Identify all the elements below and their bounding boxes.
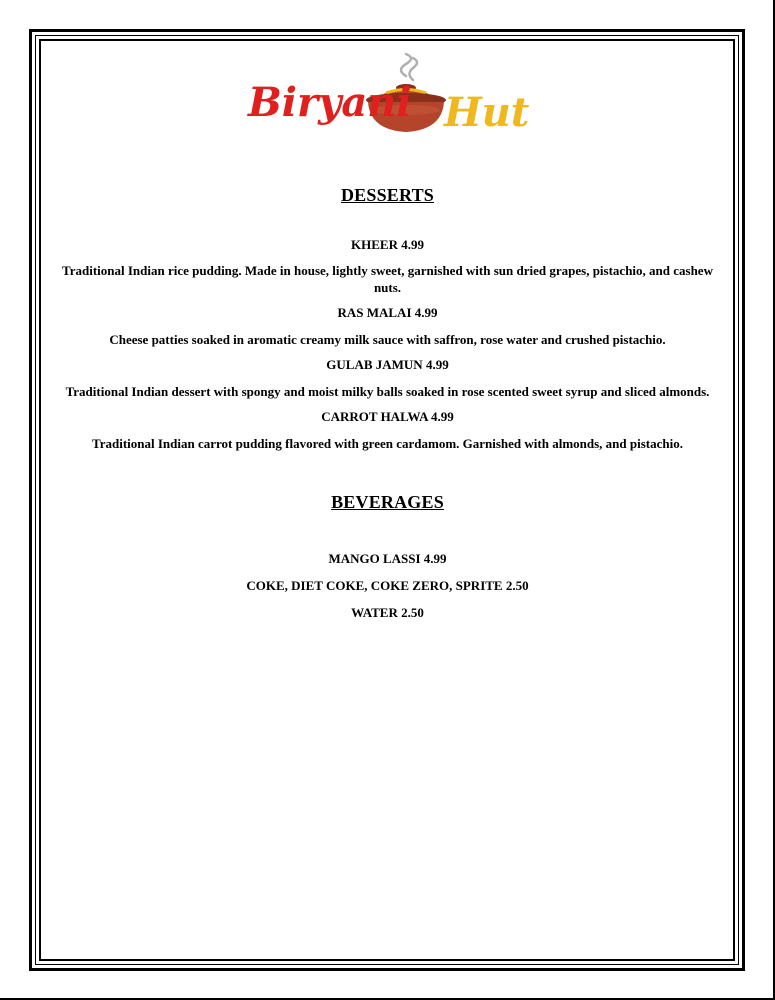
menu-item-name: CARROT HALWA 4.99 bbox=[321, 409, 454, 424]
section-title-desserts: DESSERTS bbox=[340, 185, 434, 205]
menu-item-description: Traditional Indian rice pudding. Made in house, lightly sweet, garnished with sun dried grapes, pistachio, and cashew nuts. bbox=[62, 263, 713, 295]
menu-item-description: Traditional Indian dessert with spongy and moist milky balls soaked in rose scented sweet syrup and sliced almonds. bbox=[65, 384, 710, 399]
menu-item-name: GULAB JAMUN 4.99 bbox=[326, 357, 449, 372]
menu-item-name: MANGO LASSI 4.99 bbox=[328, 551, 447, 566]
logo-word-hut: Hut bbox=[444, 89, 530, 136]
biryani-hut-logo bbox=[246, 48, 536, 138]
desserts-section bbox=[55, 185, 720, 452]
menu-item-name: COKE, DIET COKE, COKE ZERO, SPRITE 2.50 bbox=[246, 578, 529, 593]
menu-content bbox=[55, 180, 720, 621]
steam-icon bbox=[401, 54, 417, 80]
menu-item-name: KHEER 4.99 bbox=[351, 237, 424, 252]
menu-item-description: Cheese patties soaked in aromatic creamy milk sauce with saffron, rose water and crushed pistachio. bbox=[109, 332, 666, 347]
beverages-section bbox=[55, 492, 720, 621]
menu-item-name: RAS MALAI 4.99 bbox=[337, 305, 438, 320]
section-title-beverages: BEVERAGES bbox=[331, 492, 444, 512]
menu-item-description: Traditional Indian carrot pudding flavored with green cardamom. Garnished with almonds, and pistachio. bbox=[92, 436, 683, 451]
logo-word-biryani: Biryani bbox=[248, 79, 412, 126]
menu-item-name: WATER 2.50 bbox=[351, 605, 424, 620]
